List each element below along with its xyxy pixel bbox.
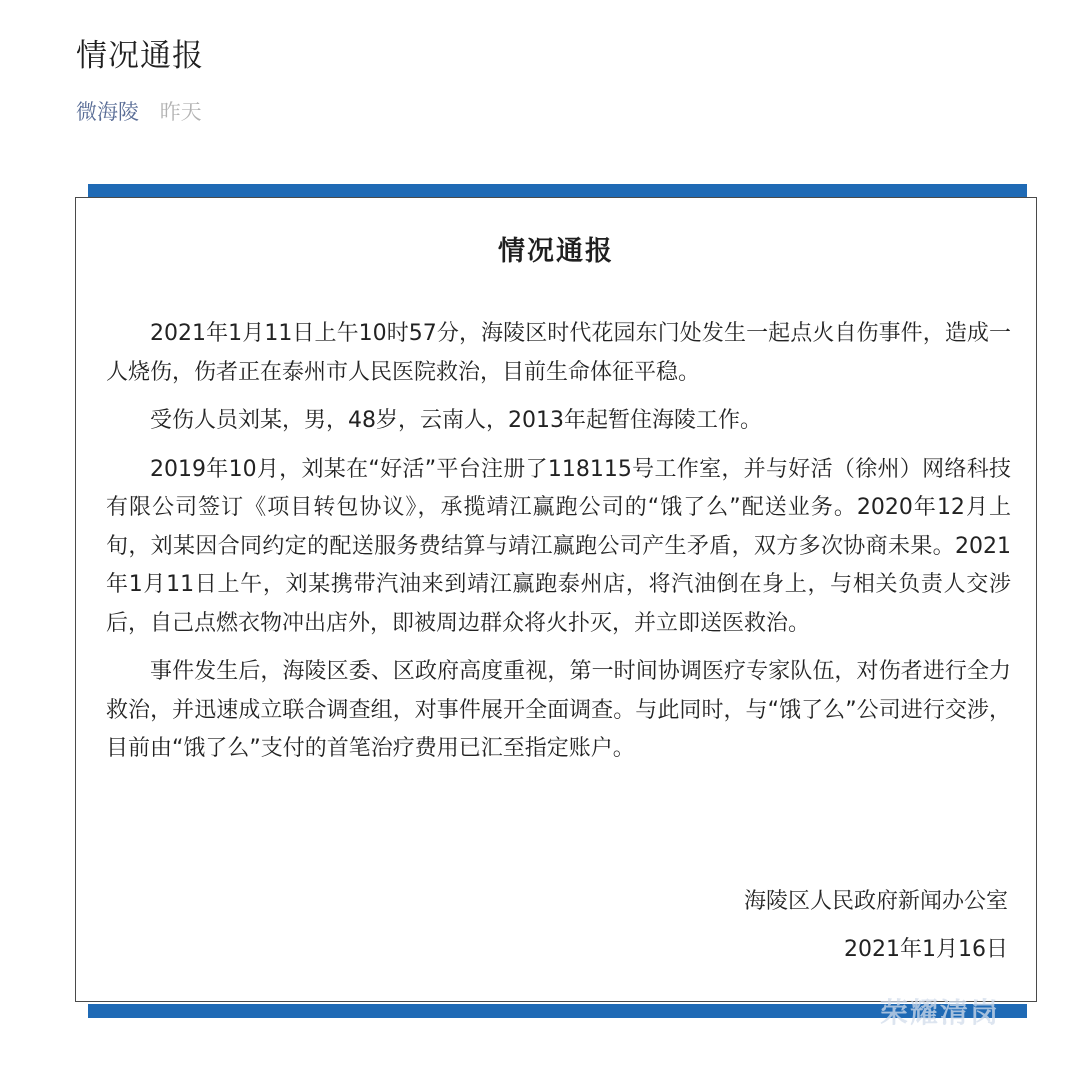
account-name-link[interactable]: 微海陵 — [76, 100, 139, 124]
notice-bottom-bar — [88, 1004, 1027, 1018]
notice-paragraph: 2021年1月11日上午10时57分，海陵区时代花园东门处发生一起点火自伤事件，造成一人烧伤，伤者正在泰州市人民医院救治，目前生命体征平稳。 — [106, 321, 1011, 385]
publish-time: 昨天 — [159, 100, 202, 124]
notice-image[interactable] — [75, 197, 1037, 1002]
notice-paragraph: 受伤人员刘某，男，48岁，云南人，2013年起暂住海陵工作。 — [150, 408, 762, 433]
notice-body — [106, 315, 1011, 779]
article-meta — [76, 97, 202, 127]
watermark: 荣耀清岗 — [880, 996, 1001, 1029]
notice-paragraph: 2019年10月，刘某在“好活”平台注册了118115号工作室，并与好活（徐州）网络科技有限公司签订《项目转包协议》，承揽靖江赢跑公司的“饿了么”配送业务。2020年12月上旬，刘某因合同约定的配送服务费结算与靖江赢跑公司产生矛盾，双方多次协商未果。2021年1月11日上午，刘某携带汽油来到靖江赢跑泰州店，将汽油倒在身上，与相关负责人交涉后，自己点燃衣物冲出店外，即被周边群众将火扑灭，并立即送医救治。 — [106, 456, 1011, 636]
notice-signature — [744, 878, 1008, 974]
notice-date: 2021年1月16日 — [844, 937, 1008, 962]
notice-title: 情况通报 — [498, 236, 614, 267]
notice-paragraph: 事件发生后，海陵区委、区政府高度重视，第一时间协调医疗专家队伍，对伤者进行全力救治，并迅速成立联合调查组，对事件展开全面调查。与此同时，与“饿了么”公司进行交涉，目前由“饿了么”支付的首笔治疗费用已汇至指定账户。 — [106, 659, 1011, 761]
notice-top-bar — [88, 184, 1027, 198]
article-title: 情况通报 — [76, 38, 204, 74]
notice-issuer: 海陵区人民政府新闻办公室 — [743, 889, 1008, 914]
